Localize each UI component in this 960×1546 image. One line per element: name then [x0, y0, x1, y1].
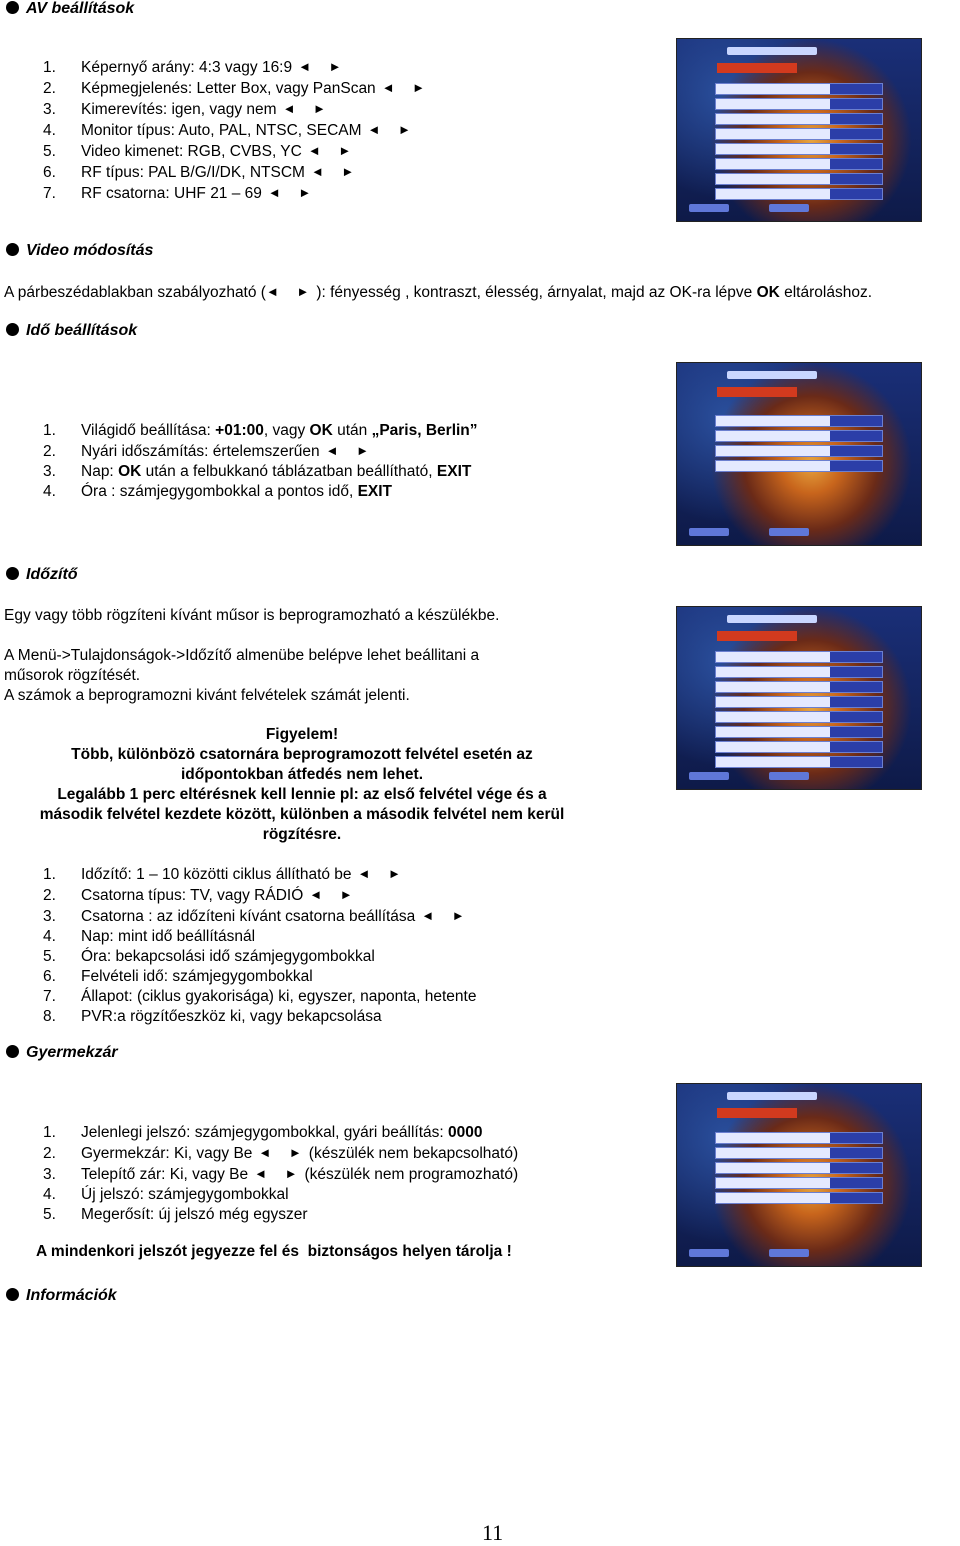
list-item: 1. Világidő beállítása: +01:00, vagy OK után „Paris, Berlin” [43, 422, 478, 439]
left-right-arrows-icon: ◄ ► [267, 185, 319, 200]
left-right-arrows-icon: ◄ ► [258, 1145, 309, 1160]
video-description: A párbeszédablakban szabályozható (◄ ►): fényesség , kontraszt, élesség, árnyalat, majd az OK-ra lépve OK eltároláshoz. [4, 284, 873, 301]
av-settings-screenshot [676, 38, 922, 222]
parental-screenshot [676, 1083, 922, 1267]
left-right-arrows-icon: ◄ ► [307, 143, 359, 158]
list-item: 3. Nap: OK után a felbukkanó táblázatban beállítható, EXIT [43, 463, 472, 480]
time-settings-screenshot [676, 362, 922, 546]
section-heading-video: Video módosítás [6, 242, 153, 260]
time-settings-list [43, 421, 478, 502]
bullet-icon [6, 323, 19, 336]
list-item: 2. Képmegjelenés: Letter Box, vagy PanScan ◄ ► [43, 80, 433, 97]
list-item: 7. Állapot: (ciklus gyakorisága) ki, egyszer, naponta, hetente [43, 988, 477, 1005]
list-item: 4. Monitor típus: Auto, PAL, NTSC, SECAM ◄ ► [43, 122, 418, 139]
list-item: 5. Óra: bekapcsolási idő számjegygombokkal [43, 948, 375, 965]
list-item: 6. Felvételi idő: számjegygombokkal [43, 968, 313, 985]
list-item: 2. Nyári időszámítás: értelemszerűen ◄ ► [43, 443, 376, 460]
bullet-icon [6, 1045, 19, 1058]
left-right-arrows-icon: ◄ ► [357, 866, 408, 881]
bullet-icon [6, 1288, 19, 1301]
timer-paragraph-1: Egy vagy több rögzíteni kívánt műsor is beprogramozható a készülékbe. [4, 607, 500, 624]
left-right-arrows-icon: ◄ ► [325, 443, 376, 458]
av-settings-list [43, 57, 432, 204]
section-heading-av: AV beállítások [6, 0, 134, 18]
list-item: 5. Megerősít: új jelszó még egyszer [43, 1206, 308, 1223]
list-item: 7. RF csatorna: UHF 21 – 69 ◄ ► [43, 185, 319, 202]
left-right-arrows-icon: ◄ ► [282, 101, 333, 116]
bullet-icon [6, 1, 19, 14]
parental-note: A mindenkori jelszót jegyezze fel és biztonságos helyen tárolja ! [36, 1243, 512, 1260]
list-item: 2. Csatorna típus: TV, vagy RÁDIÓ ◄ ► [43, 887, 360, 904]
list-item: 3. Telepítő zár: Ki, vagy Be ◄ ►(készülék nem programozható) [43, 1166, 519, 1183]
left-right-arrows-icon: ◄ ► [298, 59, 349, 74]
section-heading-time: Idő beállítások [6, 322, 137, 340]
list-item: 1. Jelenlegi jelszó: számjegygombokkal, gyári beállítás: 0000 [43, 1124, 483, 1141]
left-right-arrows-icon: ◄ ► [265, 284, 317, 299]
list-item: 4. Új jelszó: számjegygombokkal [43, 1186, 289, 1203]
list-item: 8. PVR:a rögzítőeszköz ki, vagy bekapcsolása [43, 1008, 382, 1025]
list-item: 1. Időzítő: 1 – 10 közötti ciklus állítható be ◄ ► [43, 866, 408, 883]
left-right-arrows-icon: ◄ ► [309, 887, 360, 902]
parental-settings-list [43, 1123, 518, 1225]
list-item: 6. RF típus: PAL B/G/I/DK, NTSCM ◄ ► [43, 164, 362, 181]
list-item: 1. Képernyő arány: 4:3 vagy 16:9 ◄ ► [43, 59, 349, 76]
left-right-arrows-icon: ◄ ► [381, 80, 433, 95]
timer-settings-list [43, 864, 476, 1027]
list-item: 3. Csatorna : az időzíteni kívánt csatorna beállítása ◄ ► [43, 908, 472, 925]
bullet-icon [6, 567, 19, 580]
list-item: 5. Video kimenet: RGB, CVBS, YC ◄ ► [43, 143, 359, 160]
timer-paragraph-3: A számok a beprogramozni kivánt felvételek számát jelenti. [4, 687, 410, 704]
list-item: 2. Gyermekzár: Ki, vagy Be ◄ ►(készülék nem bekapcsolható) [43, 1145, 519, 1162]
left-right-arrows-icon: ◄ ► [421, 908, 472, 923]
timer-warning: Figyelem! Több, különbözö csatornára beprogramozott felvétel esetén az időpontokban átfedés nem lehet. Legalább 1 perc eltérésnek kell lennie pl: az első felvétel vége és a második felvétel kezdete között, különben a második felvétel nem kerül rögzítésre. [39, 726, 565, 843]
list-item: 4. Óra : számjegygombokkal a pontos idő, EXIT [43, 483, 393, 500]
left-right-arrows-icon: ◄ ► [367, 122, 418, 137]
section-heading-timer: Időzítő [6, 566, 78, 584]
timer-screenshot [676, 606, 922, 790]
left-right-arrows-icon: ◄ ► [310, 164, 362, 179]
bullet-icon [6, 243, 19, 256]
section-heading-info: Információk [6, 1287, 117, 1305]
list-item: 4. Nap: mint idő beállításnál [43, 928, 256, 945]
left-right-arrows-icon: ◄ ► [254, 1166, 305, 1181]
section-heading-parental: Gyermekzár [6, 1044, 118, 1062]
timer-paragraph-2: A Menü->Tulajdonságok->Időzítő almenübe belépve lehet beállitani a műsorok rögzítését. [4, 647, 480, 684]
page-number: 11 [482, 1520, 504, 1545]
list-item: 3. Kimerevítés: igen, vagy nem ◄ ► [43, 101, 333, 118]
